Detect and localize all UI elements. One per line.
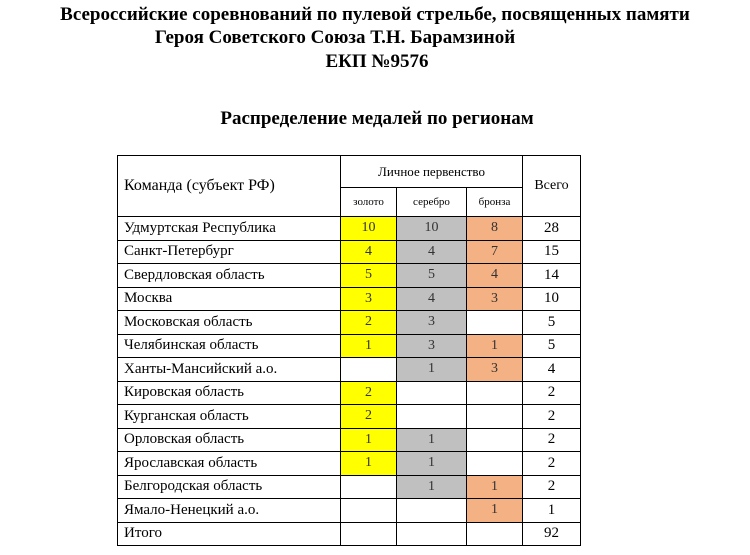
table-row [118, 264, 581, 288]
table-row [118, 217, 581, 241]
silver-count: 10 [397, 217, 467, 241]
total-count: 2 [523, 405, 581, 429]
total-count: 10 [523, 287, 581, 311]
gold-count: 2 [341, 405, 397, 429]
team-name: Удмуртская Республика [118, 217, 341, 241]
gold-count: 1 [341, 334, 397, 358]
bronze-count: 7 [467, 240, 523, 264]
bronze-count [467, 452, 523, 476]
header-silver: серебро [397, 188, 467, 217]
team-name: Москва [118, 287, 341, 311]
table-row [118, 499, 581, 523]
header-gold: золото [341, 188, 397, 217]
table-row [118, 405, 581, 429]
bronze-count [467, 405, 523, 429]
silver-count: 3 [397, 334, 467, 358]
empty-cell [467, 522, 523, 546]
document-title-line2: Героя Советского Союза Т.Н. Барамзиной [154, 27, 516, 48]
table-row [118, 334, 581, 358]
bronze-count [467, 311, 523, 335]
gold-count: 2 [341, 311, 397, 335]
total-count: 2 [523, 381, 581, 405]
bronze-count: 1 [467, 499, 523, 523]
total-count: 5 [523, 311, 581, 335]
table-row [118, 311, 581, 335]
gold-count: 1 [341, 428, 397, 452]
bronze-count: 1 [467, 334, 523, 358]
bronze-count: 1 [467, 475, 523, 499]
document-subtitle: Распределение медалей по регионам [220, 108, 534, 129]
silver-count: 4 [397, 287, 467, 311]
gold-count: 10 [341, 217, 397, 241]
document-code: ЕКП №9576 [325, 51, 429, 72]
silver-count [397, 405, 467, 429]
team-name: Ханты-Мансийский а.о. [118, 358, 341, 382]
header-total: Всего [523, 156, 581, 217]
total-count: 15 [523, 240, 581, 264]
grand-total: 92 [523, 522, 581, 546]
gold-count: 4 [341, 240, 397, 264]
table-row [118, 475, 581, 499]
header-bronze: бронза [467, 188, 523, 217]
bronze-count: 4 [467, 264, 523, 288]
total-count: 28 [523, 217, 581, 241]
gold-count: 2 [341, 381, 397, 405]
bronze-count [467, 381, 523, 405]
team-name: Орловская область [118, 428, 341, 452]
header-individual: Личное первенство [341, 156, 523, 188]
team-name: Ярославская область [118, 452, 341, 476]
table-row [118, 287, 581, 311]
gold-count [341, 499, 397, 523]
table-row [118, 240, 581, 264]
silver-count: 1 [397, 452, 467, 476]
total-count: 2 [523, 475, 581, 499]
empty-cell [341, 522, 397, 546]
table-footer-row [118, 522, 581, 546]
total-count: 5 [523, 334, 581, 358]
total-count: 4 [523, 358, 581, 382]
empty-cell [397, 522, 467, 546]
team-name: Свердловская область [118, 264, 341, 288]
team-name: Санкт-Петербург [118, 240, 341, 264]
silver-count: 5 [397, 264, 467, 288]
table-row [118, 452, 581, 476]
team-name: Курганская область [118, 405, 341, 429]
team-name: Ямало-Ненецкий а.о. [118, 499, 341, 523]
bronze-count [467, 428, 523, 452]
bronze-count: 3 [467, 358, 523, 382]
medal-table [117, 155, 581, 546]
header-team: Команда (субъект РФ) [118, 156, 341, 217]
gold-count [341, 475, 397, 499]
silver-count: 1 [397, 428, 467, 452]
bronze-count: 8 [467, 217, 523, 241]
team-name: Челябинская область [118, 334, 341, 358]
gold-count: 5 [341, 264, 397, 288]
silver-count: 1 [397, 475, 467, 499]
document-title: Всероссийские соревнований по пулевой стрельбе, посвященных памяти [60, 4, 690, 25]
gold-count: 3 [341, 287, 397, 311]
total-count: 1 [523, 499, 581, 523]
bronze-count: 3 [467, 287, 523, 311]
silver-count: 3 [397, 311, 467, 335]
team-name: Московская область [118, 311, 341, 335]
table-row [118, 381, 581, 405]
table-row [118, 428, 581, 452]
team-name: Кировская область [118, 381, 341, 405]
gold-count: 1 [341, 452, 397, 476]
silver-count [397, 381, 467, 405]
silver-count: 4 [397, 240, 467, 264]
table-row [118, 358, 581, 382]
gold-count [341, 358, 397, 382]
silver-count: 1 [397, 358, 467, 382]
total-label: Итого [118, 522, 341, 546]
team-name: Белгородская область [118, 475, 341, 499]
total-count: 2 [523, 452, 581, 476]
silver-count [397, 499, 467, 523]
total-count: 14 [523, 264, 581, 288]
total-count: 2 [523, 428, 581, 452]
